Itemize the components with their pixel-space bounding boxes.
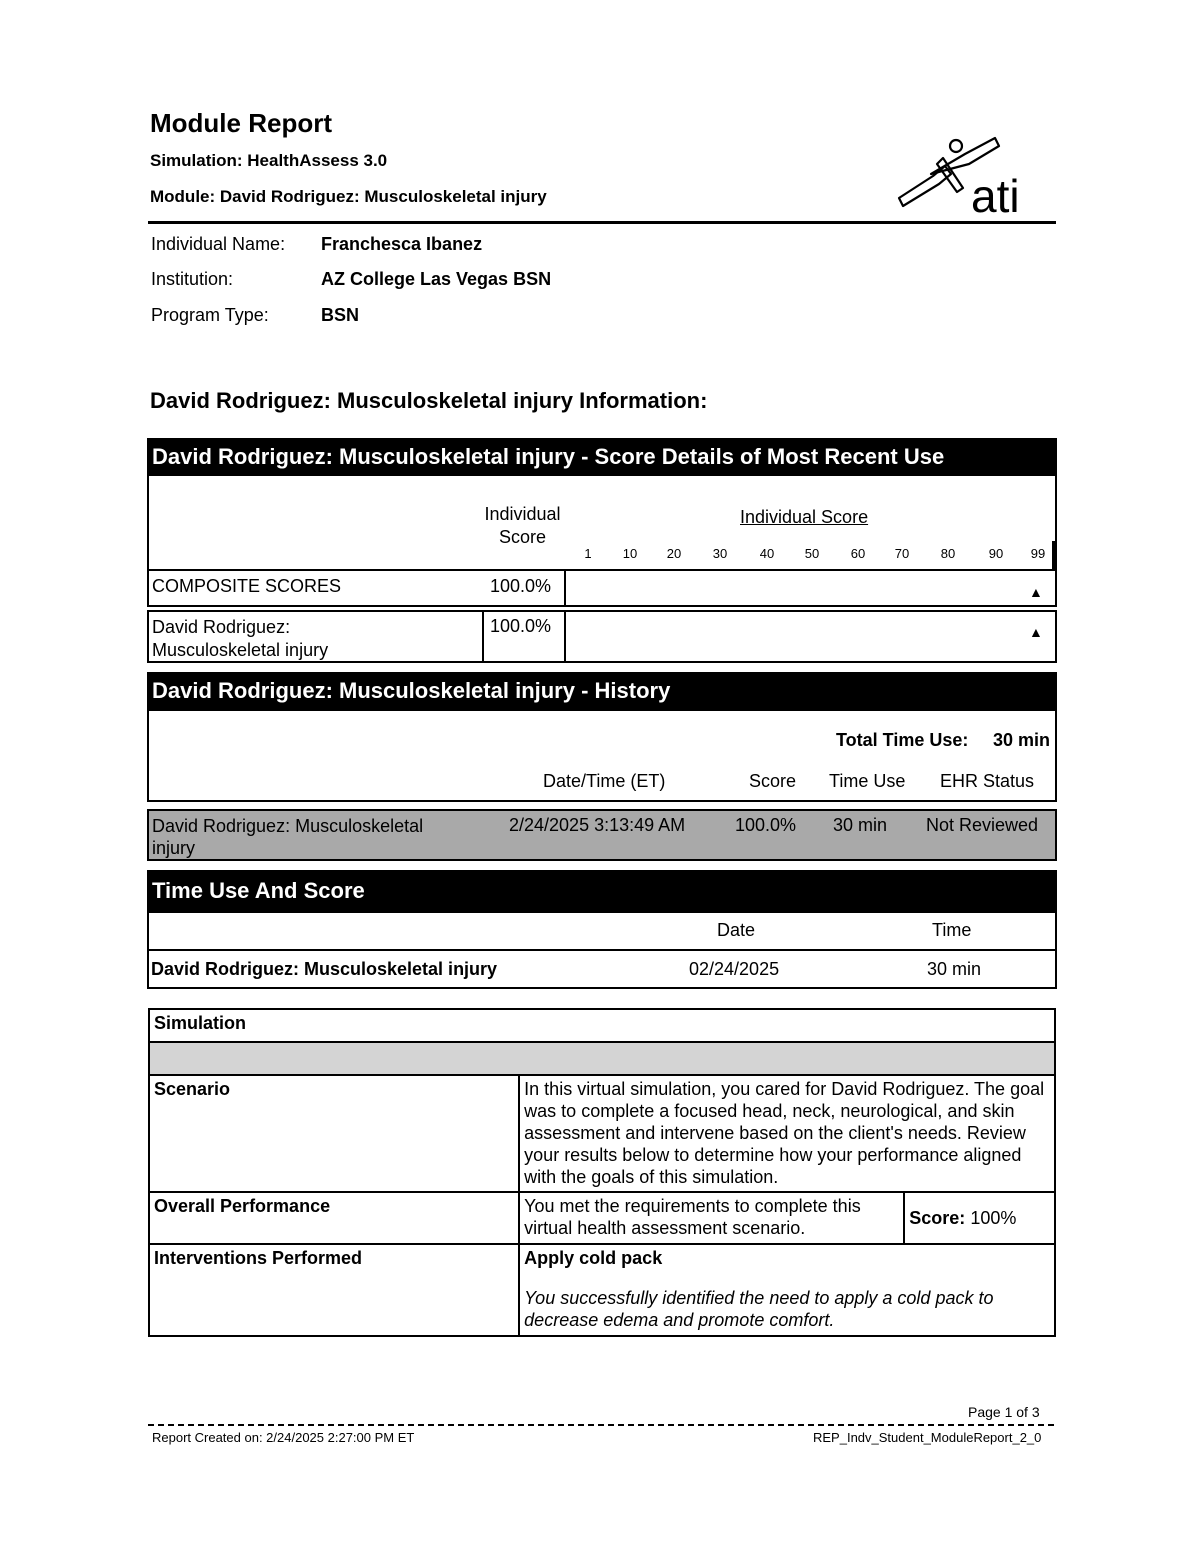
report-created: Report Created on: 2/24/2025 2:27:00 PM ET [152,1430,415,1445]
module-score-label [152,616,328,662]
page-title: Module Report [150,108,332,138]
composite-gap [566,571,1055,573]
footer-divider [148,1424,1054,1426]
name-value: Franchesca Ibanez [321,234,483,254]
individual-score-header-line1: Individual [484,504,561,524]
scale-end-mark [1052,541,1056,569]
overall-score-value: 100% [970,1208,1017,1228]
module-score-marker: ▲ [1029,624,1043,640]
score-details-bar: David Rodriguez: Musculoskeletal injury - Score Details of Most Recent Use [147,438,1057,475]
simulation-table [148,1008,1056,1337]
scenario-text: In this virtual simulation, you cared for David Rodriguez. The goal was to complete a focused head, neck, neurological, and skin assessment and intervene based on the client's needs. Review your results below to determine how your performance aligned with the goals of this simulation. [519,1075,1055,1192]
history-row-name-line2: injury [152,838,196,858]
history-row-name [152,815,423,859]
history-row-name-line1: David Rodriguez: Musculoskeletal [152,816,424,836]
history-col-date: Date/Time (ET) [543,771,666,791]
time-use-col-date: Date [717,920,756,940]
module-row-divider-2 [564,612,566,661]
scale-tick-40: 40 [759,546,775,561]
simulation-heading: Simulation [149,1009,1055,1042]
time-use-bar: Time Use And Score [147,870,1057,912]
scale-tick-50: 50 [804,546,820,561]
interventions-label: Interventions Performed [149,1244,519,1336]
composite-score: 100.0% [490,576,552,596]
scenario-label: Scenario [149,1075,519,1192]
module-score-label-line2: Musculoskeletal injury [152,640,329,660]
simulation-gray-row [149,1042,1055,1075]
history-row-date: 2/24/2025 3:13:49 AM [509,815,686,835]
scale-tick-99: 99 [1030,546,1046,561]
composite-score-marker: ▲ [1029,584,1043,600]
overall-performance-label: Overall Performance [149,1192,519,1244]
module-score-label-line1: David Rodriguez: [152,617,291,637]
header-divider [148,221,1056,224]
scale-tick-1: 1 [584,546,592,561]
history-row-score: 100.0% [735,815,797,835]
time-use-row-time: 30 min [927,959,982,979]
individual-score-header [470,503,575,549]
overall-score-cell [904,1192,1055,1244]
composite-row-divider [564,571,566,607]
total-time-label: Total Time Use: [836,730,969,750]
time-use-col-time: Time [932,920,972,940]
overall-score-label: Score: [909,1208,966,1228]
module-name: Module: David Rodriguez: Musculoskeletal injury [150,187,547,206]
module-row-divider-1 [482,612,484,661]
time-use-row-date: 02/24/2025 [689,959,780,979]
scale-tick-10: 10 [622,546,638,561]
name-label: Individual Name: [151,234,286,254]
history-row-ehr-status: Not Reviewed [926,815,1039,835]
page-number: Page 1 of 3 [968,1404,1040,1420]
module-score-value: 100.0% [490,616,552,636]
intervention-text: You successfully identified the need to apply a cold pack to decrease edema and promote comfort. [524,1288,994,1330]
total-time-value: 30 min [993,730,1051,750]
scale-tick-30: 30 [712,546,728,561]
history-bar: David Rodriguez: Musculoskeletal injury - History [147,672,1057,710]
history-col-score: Score [749,771,797,791]
scale-tick-60: 60 [850,546,866,561]
simulation-name: Simulation: HealthAssess 3.0 [150,151,388,170]
intervention-title: Apply cold pack [524,1248,663,1268]
ati-logo [893,130,1043,218]
institution-value: AZ College Las Vegas BSN [321,269,552,289]
time-use-header [147,911,1057,951]
logo-text: ati [971,170,1020,218]
program-type-label: Program Type: [151,305,269,325]
score-details-header [147,474,1057,571]
report-id: REP_Indv_Student_ModuleReport_2_0 [813,1430,1042,1445]
program-type-value: BSN [321,305,360,325]
time-use-row-name: David Rodriguez: Musculoskeletal injury [151,959,498,979]
interventions-cell [519,1244,1055,1336]
intervention-spacer [524,1269,1050,1287]
history-col-time: Time Use [829,771,906,791]
scale-tick-80: 80 [940,546,956,561]
history-col-ehr: EHR Status [940,771,1035,791]
overall-performance-text: You met the requirements to complete this virtual health assessment scenario. [519,1192,904,1244]
scale-tick-90: 90 [988,546,1004,561]
history-row-time: 30 min [833,815,888,835]
scale-title: Individual Score [740,507,869,527]
scale-tick-70: 70 [894,546,910,561]
individual-score-header-line2: Score [498,527,547,547]
composite-label: COMPOSITE SCORES [152,576,342,596]
institution-label: Institution: [151,269,234,289]
section-heading: David Rodriguez: Musculoskeletal injury Information: [150,388,708,413]
scale-tick-20: 20 [666,546,682,561]
